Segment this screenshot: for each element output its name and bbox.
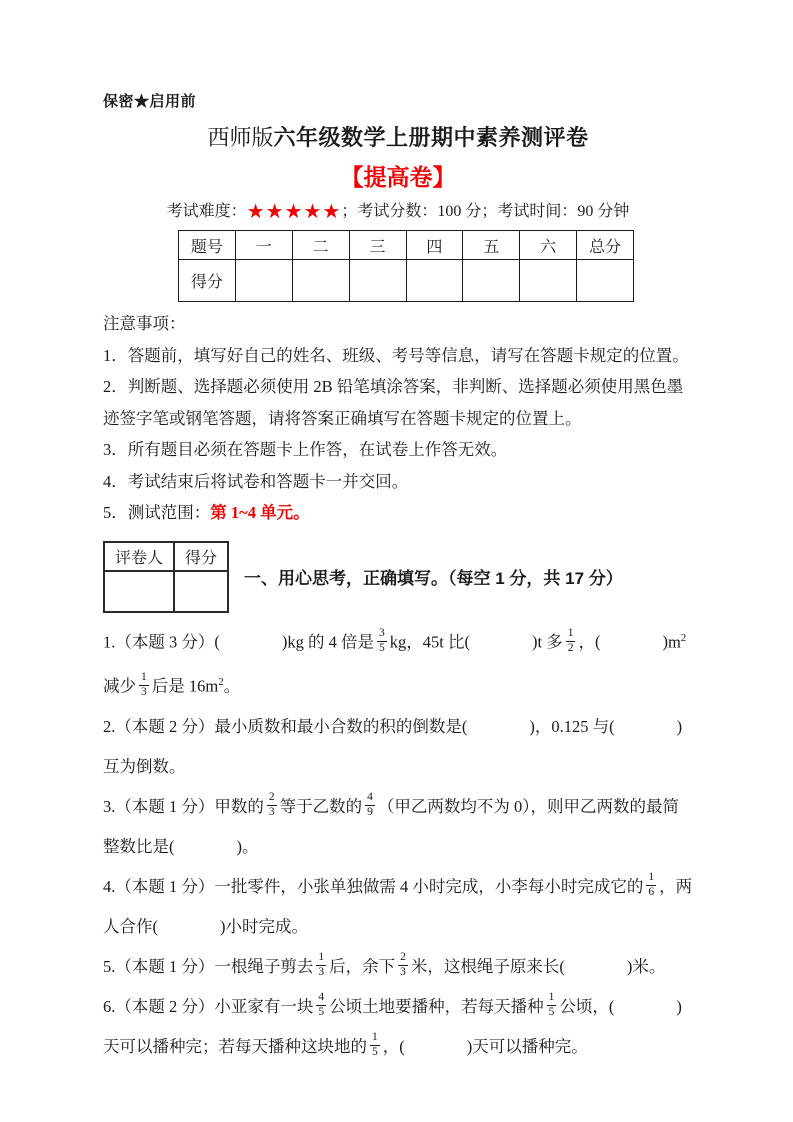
score-value-cell	[174, 571, 228, 612]
score-table-header-cell: 四	[406, 231, 463, 260]
answer-blank: ( )	[609, 716, 683, 736]
grader-label: 评卷人	[104, 542, 174, 571]
score-cell	[292, 260, 349, 302]
fraction: $\frac{1}{5}$	[548, 991, 555, 1019]
answer-blank: ( )	[152, 916, 226, 936]
notes-heading: 注意事项：	[103, 314, 186, 333]
fraction: $\frac{1}{6}$	[648, 871, 655, 899]
score-table-header-cell: 六	[520, 231, 577, 260]
score-table-header-row	[179, 231, 634, 260]
difficulty-stars-icon: ★★★★★	[246, 201, 342, 223]
exam-notes	[103, 308, 693, 529]
page-title	[103, 123, 693, 153]
note-item: 5．测试范围：第 1~4 单元。	[103, 503, 310, 522]
note-item: 4．考试结束后将试卷和答题卡一并交回。	[103, 471, 409, 491]
score-cell	[520, 260, 577, 302]
fraction: $\frac{2}{3}$	[268, 791, 275, 819]
score-cell	[577, 260, 634, 302]
score-cell	[463, 260, 520, 302]
score-row-label: 得分	[179, 260, 236, 302]
score-time-info: ；考试分数：100 分；考试时间：90 分钟	[341, 203, 630, 220]
section-one-header	[103, 541, 693, 613]
fraction: $\frac{4}{5}$	[318, 991, 325, 1019]
security-notice: 保密★启用前	[103, 94, 197, 110]
score-table-score-row	[179, 260, 634, 302]
score-table-header-cell: 一	[235, 231, 292, 260]
grader-box-header-row	[104, 542, 228, 571]
answer-blank: ( )	[594, 632, 668, 651]
section-one-title: 一、用心思考，正确填写。（每空 1 分，共 17 分）	[244, 569, 623, 588]
question-5: 5.（本题 1 分）一根绳子剪去 $\frac{1}{3}$ 后，余下 $\frac{2}{3}$ 米，这根绳子原来长( )米。	[103, 951, 666, 979]
score-cell	[235, 260, 292, 302]
fraction: $\frac{1}{2}$	[567, 626, 574, 654]
note-item: 3．所有题目必须在答题卡上作答，在试卷上作答无效。	[103, 440, 508, 459]
score-table-header-cell: 总分	[577, 231, 634, 260]
grader-value-cell	[104, 571, 174, 612]
title-prefix: 西师版	[207, 125, 274, 150]
exam-meta	[103, 200, 693, 224]
answer-blank: ( )	[559, 956, 633, 976]
question-list	[103, 618, 693, 1067]
answer-blank: ( )	[464, 632, 538, 651]
title-main: 六年级数学上册期中素养测评卷	[273, 125, 589, 150]
score-table-header-cell: 二	[292, 231, 349, 260]
superscript: 2	[680, 631, 687, 644]
fraction: $\frac{2}{3}$	[400, 951, 406, 979]
answer-blank: ( )	[169, 836, 242, 856]
score-table-header-cell: 五	[463, 231, 520, 260]
note-item: 2．判断题、选择题必须使用 2B 铅笔填涂答案，非判断、选择题必须使用黑色墨迹签字笔或钢笔答题，请将答案正确填写在答题卡规定的位置上。	[103, 377, 684, 428]
score-label: 得分	[174, 542, 228, 571]
answer-blank: ( )	[608, 996, 682, 1016]
fraction: $\frac{1}{3}$	[318, 951, 325, 979]
score-cell	[406, 260, 463, 302]
fraction: $\frac{1}{3}$	[141, 671, 147, 699]
answer-blank: ( )	[461, 716, 535, 736]
grader-score-box	[103, 541, 229, 613]
question-1: 1.（本题 3 分）( )kg 的 4 倍是 $\frac{3}{5}$ kg，45t 比( )t 多 $\frac{1}{2}$ ，( )$m^2$ 减少 $\frac{1}{3}$ 后是 $16m^2$。	[103, 626, 687, 699]
score-cell	[349, 260, 406, 302]
fraction: $\frac{4}{9}$	[367, 791, 373, 819]
score-table-header-cell: 三	[349, 231, 406, 260]
superscript: 2	[218, 676, 224, 688]
difficulty-label: 考试难度：	[166, 203, 247, 220]
subtitle-badge: 【提高卷】	[340, 164, 456, 190]
score-table-header-cell: 题号	[179, 231, 236, 260]
question-4: 4.（本题 1 分）一批零件，小张单独做需 4 小时完成，小李每小时完成它的 $\frac{1}{6}$ ，两人合作( )小时完成。	[103, 871, 693, 936]
fraction: $\frac{1}{5}$	[372, 1031, 378, 1059]
question-3: 3.（本题 1 分）甲数的 $\frac{2}{3}$ 等于乙数的 $\frac{4}{9}$ （甲乙两数均不为 0），则甲乙两数的最简整数比是( )。	[103, 791, 679, 856]
note-item: 1．答题前，填写好自己的姓名、班级、考号等信息，请写在答题卡规定的位置。	[103, 345, 689, 365]
score-summary-table	[178, 230, 634, 302]
question-6: 6.（本题 2 分）小亚家有一块 $\frac{4}{5}$ 公顷土地要播种，若每天播种 $\frac{1}{5}$ 公顷，( )天可以播种完；若每天播种这块地的 $\frac{1}{5}$ ，( )天可以播种完。	[103, 991, 682, 1059]
grader-box-blank-row	[104, 571, 228, 612]
question-2: 2.（本题 2 分）最小质数和最小合数的积的倒数是( )，0.125 与( ) 互为倒数。	[103, 716, 683, 776]
answer-blank: ( )	[214, 632, 288, 651]
answer-blank: ( )	[399, 1036, 473, 1056]
fraction: $\frac{3}{5}$	[379, 626, 385, 654]
